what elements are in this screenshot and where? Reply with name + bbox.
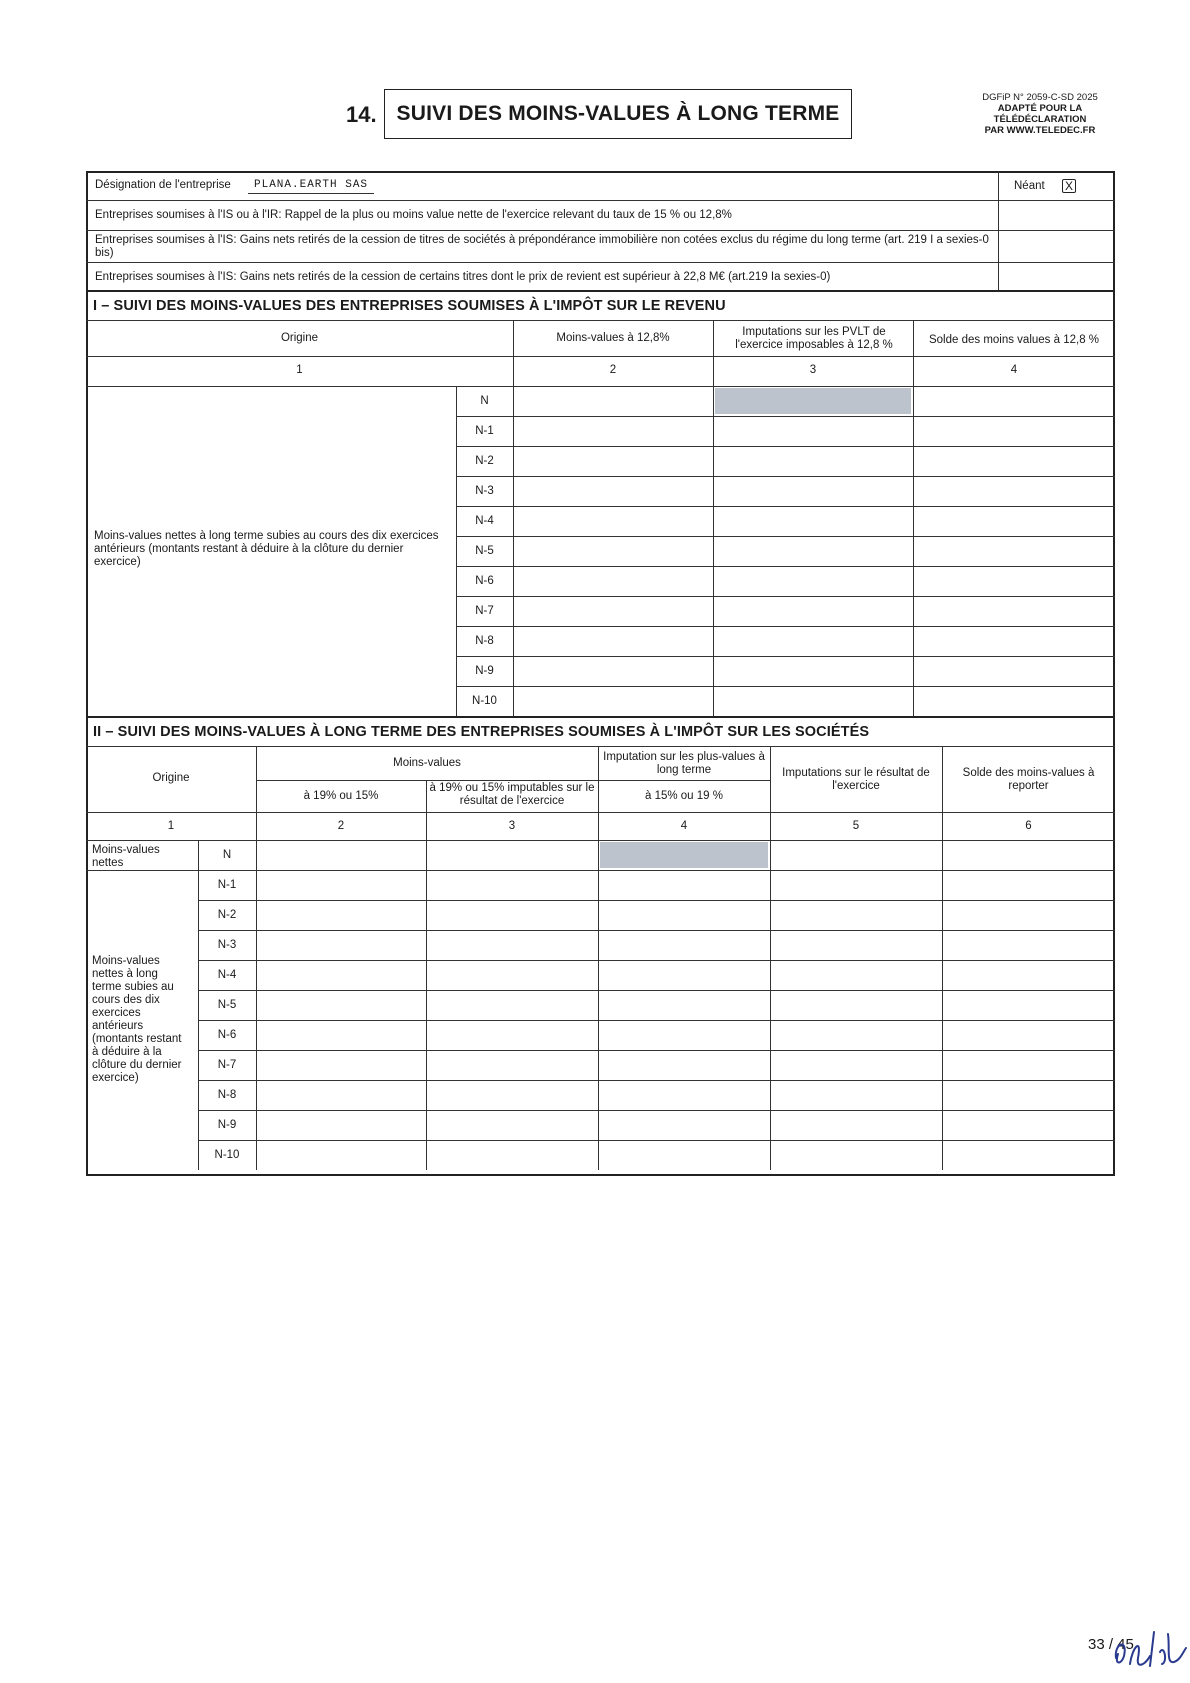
s1-cell-mv[interactable] bbox=[514, 417, 712, 445]
s2-cell-imputation-resultat[interactable] bbox=[771, 1081, 941, 1109]
s1-origin-text: Moins-values nettes à long terme subies au cours des dix exercices antérieurs (montants restant à déduire à la clôture du dernier exercice) bbox=[94, 530, 439, 568]
s1-year-label: N-3 bbox=[475, 485, 494, 497]
s1-header-solde: Solde des moins values à 12,8 % bbox=[928, 334, 1100, 346]
s2-year-label: N-5 bbox=[217, 999, 237, 1011]
s2-cell-mv[interactable] bbox=[257, 1081, 425, 1109]
s1-cell-solde[interactable] bbox=[914, 657, 1114, 685]
s2-origin-text: Moins-values nettes à long terme subies au cours des dix exercices antérieurs (montants restant à déduire à la clôture du dernier exercice) bbox=[92, 955, 182, 1084]
s2-cell-imputation-pv[interactable] bbox=[599, 1141, 769, 1169]
s2-year-label: N bbox=[222, 849, 232, 861]
s2-cell-shaded bbox=[600, 842, 768, 868]
s2-header-col2: à 19% ou 15% bbox=[303, 790, 379, 802]
s2-year-label: N-7 bbox=[217, 1059, 237, 1071]
s1-header-imputations: Imputations sur les PVLT de l'exercice imposables à 12,8 % bbox=[735, 326, 893, 351]
company-label: Désignation de l'entreprise bbox=[95, 179, 231, 191]
s2-cell-imputation-resultat[interactable] bbox=[771, 1111, 941, 1139]
s1-cell-imputation[interactable] bbox=[714, 507, 912, 535]
s2-col-number-2: 2 bbox=[337, 820, 345, 832]
s2-cell-imputation-resultat[interactable] bbox=[771, 1141, 941, 1169]
signature-initials bbox=[1110, 1618, 1190, 1678]
s2-col-number-1: 1 bbox=[167, 820, 175, 832]
s2-cell-imputation-pv[interactable] bbox=[599, 901, 769, 929]
s2-year-label: N-8 bbox=[217, 1089, 237, 1101]
s2-col-number-4: 4 bbox=[680, 820, 688, 832]
s2-cell-mv-imputable[interactable] bbox=[427, 1111, 597, 1139]
s2-cell-imputation-resultat[interactable] bbox=[771, 1021, 941, 1049]
s2-cell-mv-imputable[interactable] bbox=[427, 1081, 597, 1109]
s1-cell-imputation[interactable] bbox=[714, 627, 912, 655]
s1-year-label: N-2 bbox=[475, 455, 494, 467]
s1-cell-solde[interactable] bbox=[914, 477, 1114, 505]
s2-year-label: N-9 bbox=[217, 1119, 237, 1131]
s2-cell-mv[interactable] bbox=[257, 931, 425, 959]
s1-header-origin: Origine bbox=[280, 332, 319, 344]
s2-header-imputation-pv: Imputation sur les plus-values à long terme bbox=[603, 751, 765, 776]
s1-cell-imputation[interactable] bbox=[714, 447, 912, 475]
s2-cell-mv[interactable] bbox=[257, 961, 425, 989]
intro-row-1: Entreprises soumises à l'IS ou à l'IR: Rappel de la plus ou moins value nette de l'exercice relevant du taux de 15 % ou 12,8% bbox=[95, 209, 732, 221]
s1-year-label: N-6 bbox=[475, 575, 494, 587]
adapted-line-1: ADAPTÉ POUR LA bbox=[997, 103, 1083, 114]
s2-cell-solde[interactable] bbox=[943, 991, 1114, 1019]
s1-cell-solde[interactable] bbox=[914, 507, 1114, 535]
s2-cell-mv-imputable[interactable] bbox=[427, 841, 597, 869]
s2-cell-solde[interactable] bbox=[943, 961, 1114, 989]
s1-cell-solde[interactable] bbox=[914, 387, 1114, 415]
s1-cell-mv[interactable] bbox=[514, 537, 712, 565]
s1-col-number-1: 1 bbox=[296, 364, 303, 376]
s2-cell-mv-imputable[interactable] bbox=[427, 901, 597, 929]
section-2-title: II – SUIVI DES MOINS-VALUES À LONG TERME DES ENTREPRISES SOUMISES À L'IMPÔT SUR LES SOCIÉTÉS bbox=[93, 724, 870, 740]
s1-cell-mv[interactable] bbox=[514, 657, 712, 685]
s2-cell-mv-imputable[interactable] bbox=[427, 1021, 597, 1049]
s1-cell-mv[interactable] bbox=[514, 387, 712, 415]
s1-cell-mv[interactable] bbox=[514, 507, 712, 535]
s2-cell-solde[interactable] bbox=[943, 901, 1114, 929]
form-code: DGFiP N° 2059-C-SD 2025 bbox=[982, 92, 1098, 103]
s2-header-col3: à 19% ou 15% imputables sur le résultat de l'exercice bbox=[429, 782, 595, 807]
adapted-line-3: PAR WWW.TELEDEC.FR bbox=[984, 125, 1096, 136]
intro-row-2: Entreprises soumises à l'IS: Gains nets retirés de la cession de titres de sociétés à prépondérance immobilière non cotées exclus du régime du long terme (art. 219 I a sexies-0 bis) bbox=[95, 234, 989, 259]
s2-cell-imputation-resultat[interactable] bbox=[771, 871, 941, 899]
s1-cell-solde[interactable] bbox=[914, 417, 1114, 445]
s2-year-label: N-4 bbox=[217, 969, 237, 981]
s2-cell-solde[interactable] bbox=[943, 931, 1114, 959]
s1-cell-solde[interactable] bbox=[914, 627, 1114, 655]
s2-cell-solde[interactable] bbox=[943, 841, 1114, 869]
s2-cell-mv-imputable[interactable] bbox=[427, 1141, 597, 1169]
s2-cell-imputation-resultat[interactable] bbox=[771, 901, 941, 929]
s1-cell-imputation[interactable] bbox=[714, 477, 912, 505]
s2-cell-mv-imputable[interactable] bbox=[427, 991, 597, 1019]
neant-checkbox[interactable]: X bbox=[1062, 179, 1076, 193]
s1-cell-imputation[interactable] bbox=[714, 537, 912, 565]
section-1-title: I – SUIVI DES MOINS-VALUES DES ENTREPRISES SOUMISES À L'IMPÔT SUR LE REVENU bbox=[93, 298, 726, 314]
neant-label: Néant bbox=[1014, 180, 1045, 192]
s1-year-label: N bbox=[480, 395, 489, 407]
s1-cell-solde[interactable] bbox=[914, 597, 1114, 625]
s2-cell-imputation-pv[interactable] bbox=[599, 991, 769, 1019]
s1-cell-mv[interactable] bbox=[514, 477, 712, 505]
s2-cell-solde[interactable] bbox=[943, 1111, 1114, 1139]
intro-row-3: Entreprises soumises à l'IS: Gains nets retirés de la cession de certains titres dont le prix de revient est supérieur à 22,8 M€ (art.219 Ia sexies-0) bbox=[95, 271, 831, 283]
s2-header-moins-values: Moins-values bbox=[393, 757, 461, 769]
s2-year-label: N-2 bbox=[217, 909, 237, 921]
s2-cell-imputation-pv[interactable] bbox=[599, 961, 769, 989]
s2-cell-imputation-resultat[interactable] bbox=[771, 1051, 941, 1079]
s2-year-label: N-3 bbox=[217, 939, 237, 951]
s1-year-label: N-8 bbox=[475, 635, 494, 647]
s2-cell-mv-imputable[interactable] bbox=[427, 871, 597, 899]
s2-cell-solde[interactable] bbox=[943, 1021, 1114, 1049]
s2-cell-mv[interactable] bbox=[257, 901, 425, 929]
s1-year-label: N-1 bbox=[475, 425, 494, 437]
s1-cell-mv[interactable] bbox=[514, 447, 712, 475]
s2-cell-imputation-pv[interactable] bbox=[599, 871, 769, 899]
s2-header-col4: à 15% ou 19 % bbox=[644, 790, 723, 802]
s2-cell-mv[interactable] bbox=[257, 871, 425, 899]
s2-cell-imputation-pv[interactable] bbox=[599, 931, 769, 959]
s1-cell-mv[interactable] bbox=[514, 627, 712, 655]
s2-header-col6: Solde des moins-values à reporter bbox=[962, 767, 1095, 792]
s1-cell-solde[interactable] bbox=[914, 567, 1114, 595]
s2-cell-imputation-pv[interactable] bbox=[599, 1081, 769, 1109]
s2-cell-mv-imputable[interactable] bbox=[427, 931, 597, 959]
s1-year-label: N-9 bbox=[475, 665, 494, 677]
s2-cell-solde[interactable] bbox=[943, 871, 1114, 899]
s2-cell-mv-imputable[interactable] bbox=[427, 961, 597, 989]
s2-cell-mv[interactable] bbox=[257, 1141, 425, 1169]
adapted-line-2: TÉLÉDÉCLARATION bbox=[993, 114, 1087, 125]
s2-cell-mv[interactable] bbox=[257, 841, 425, 869]
s2-cell-imputation-pv[interactable] bbox=[599, 1021, 769, 1049]
s2-cell-solde[interactable] bbox=[943, 1141, 1114, 1169]
s2-col-number-5: 5 bbox=[852, 820, 860, 832]
s2-year-label: N-1 bbox=[217, 879, 237, 891]
s1-cell-mv[interactable] bbox=[514, 567, 712, 595]
s2-year-label: N-10 bbox=[214, 1149, 240, 1161]
s1-cell-imputation[interactable] bbox=[714, 657, 912, 685]
s1-year-label: N-5 bbox=[475, 545, 494, 557]
s2-year-label: N-6 bbox=[217, 1029, 237, 1041]
s2-cell-mv[interactable] bbox=[257, 1021, 425, 1049]
s1-cell-mv[interactable] bbox=[514, 597, 712, 625]
s2-cell-imputation-resultat[interactable] bbox=[771, 841, 941, 869]
s2-header-origin: Origine bbox=[152, 772, 190, 784]
s1-cell-imputation[interactable] bbox=[714, 597, 912, 625]
s2-cell-imputation-resultat[interactable] bbox=[771, 931, 941, 959]
s1-col-number-3: 3 bbox=[809, 364, 817, 376]
s1-header-mv: Moins-values à 12,8% bbox=[556, 332, 670, 344]
s1-year-label: N-4 bbox=[475, 515, 494, 527]
s1-col-number-2: 2 bbox=[609, 364, 617, 376]
s2-cell-imputation-pv[interactable] bbox=[599, 1051, 769, 1079]
s1-cell-imputation[interactable] bbox=[714, 417, 912, 445]
s2-cell-mv-imputable[interactable] bbox=[427, 1051, 597, 1079]
s1-cell-solde[interactable] bbox=[914, 687, 1114, 715]
s1-cell-imputation[interactable] bbox=[714, 567, 912, 595]
s1-cell-imputation[interactable] bbox=[714, 687, 912, 715]
s1-year-label: N-7 bbox=[475, 605, 494, 617]
company-name[interactable]: PLANA.EARTH SAS bbox=[248, 179, 374, 194]
s2-col-number-3: 3 bbox=[508, 820, 516, 832]
s2-cell-mv[interactable] bbox=[257, 1111, 425, 1139]
s1-year-label: N-10 bbox=[472, 695, 497, 707]
page-title: SUIVI DES MOINS-VALUES À LONG TERME bbox=[384, 89, 852, 139]
s2-cell-solde[interactable] bbox=[943, 1051, 1114, 1079]
s2-header-col5: Imputations sur le résultat de l'exercice bbox=[782, 767, 930, 792]
page-number: 33 / 45 bbox=[1088, 1636, 1134, 1653]
s1-cell-solde[interactable] bbox=[914, 537, 1114, 565]
s1-cell-mv[interactable] bbox=[514, 687, 712, 715]
s2-cell-mv[interactable] bbox=[257, 991, 425, 1019]
s2-cell-solde[interactable] bbox=[943, 1081, 1114, 1109]
s2-cell-mv[interactable] bbox=[257, 1051, 425, 1079]
s2-col-number-6: 6 bbox=[1025, 820, 1032, 832]
form-number: 14. bbox=[346, 102, 377, 127]
s1-cell-solde[interactable] bbox=[914, 447, 1114, 475]
s2-mv-nettes: Moins-values nettes bbox=[92, 844, 160, 869]
form-reference bbox=[965, 92, 1115, 136]
s2-cell-imputation-pv[interactable] bbox=[599, 1111, 769, 1139]
s2-cell-imputation-resultat[interactable] bbox=[771, 961, 941, 989]
s1-col-number-4: 4 bbox=[1010, 364, 1018, 376]
s2-cell-imputation-resultat[interactable] bbox=[771, 991, 941, 1019]
s1-cell-shaded bbox=[715, 388, 911, 414]
